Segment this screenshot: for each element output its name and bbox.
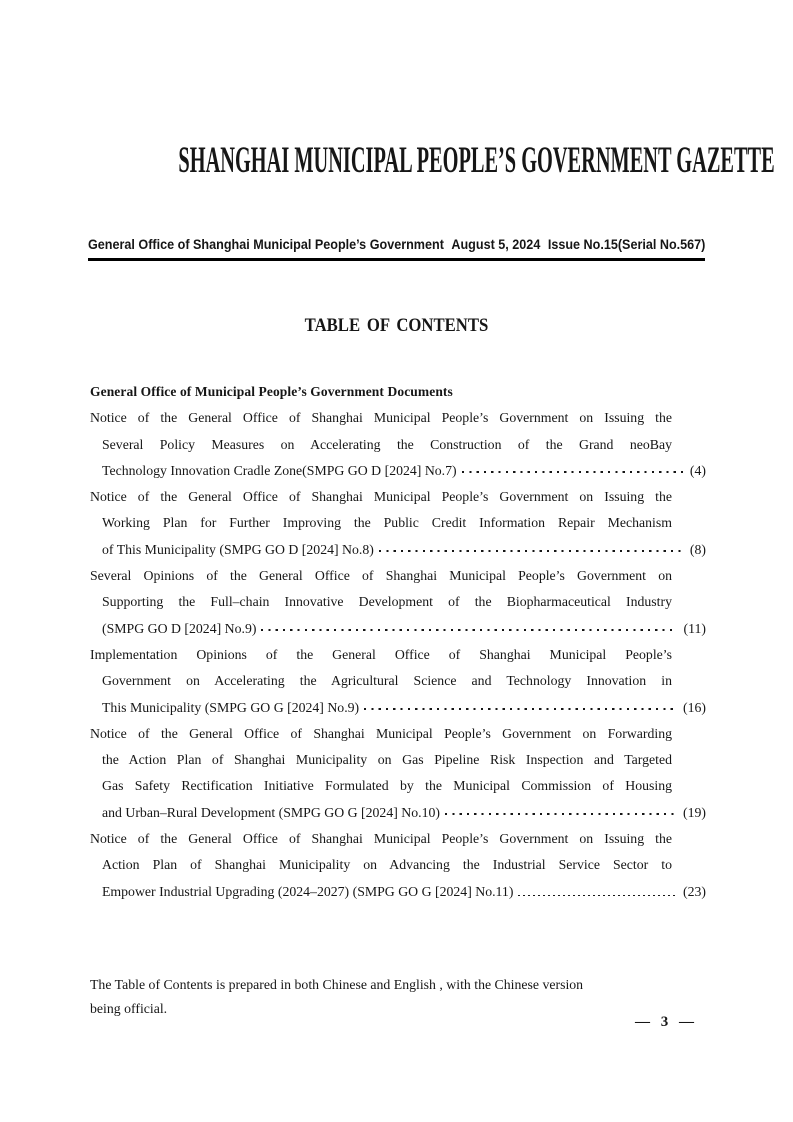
dot-leader — [445, 800, 676, 826]
toc-entry-last-line — [90, 800, 706, 826]
toc-body — [90, 379, 706, 905]
toc-page-number: (16) — [683, 699, 706, 715]
toc-entry-last-line — [90, 458, 706, 484]
toc-entry-last-line — [90, 537, 706, 563]
masthead-date: August 5, 2024 — [451, 236, 541, 252]
page-number: — 3 — — [635, 1014, 694, 1030]
toc-entry — [90, 563, 706, 642]
masthead-divider-rule — [88, 258, 705, 261]
toc-entry-line: Government on Accelerating the Agricultural Science and Technology Innovation in — [102, 673, 672, 689]
toc-entry-text: of This Municipality (SMPG GO D [2024] No.8) — [102, 541, 374, 557]
toc-entry-text: and Urban–Rural Development (SMPG GO G [2024] No.10) — [102, 804, 440, 820]
toc-entry-last-line — [90, 695, 706, 721]
toc-entry — [90, 826, 706, 905]
gazette-title: SHANGHAI MUNICIPAL PEOPLE’S GOVERNMENT GAZETTE — [178, 140, 775, 181]
toc-entry-line: the Action Plan of Shanghai Municipality on Gas Pipeline Risk Inspection and Targeted — [102, 752, 672, 768]
toc-entry-line: Notice of the General Office of Shanghai Municipal People’s Government on Issuing the — [90, 410, 672, 426]
toc-page-number: (4) — [689, 462, 706, 478]
toc-entry-line: Working Plan for Further Improving the Public Credit Information Repair Mechanism — [102, 515, 672, 531]
masthead-info-line — [88, 236, 705, 252]
toc-entry-text: (SMPG GO D [2024] No.9) — [102, 620, 257, 636]
toc-entry-last-line — [90, 616, 706, 642]
dot-leader — [364, 695, 676, 721]
toc-page-number: (19) — [683, 804, 706, 820]
toc-page-number: (8) — [689, 541, 706, 557]
footer-note-line: being official. — [90, 1000, 168, 1016]
footer-note-line: The Table of Contents is prepared in both Chinese and English , with the Chinese version — [90, 977, 584, 992]
toc-entry-line: Implementation Opinions of the General Office of Shanghai Municipal People’s — [90, 646, 672, 662]
toc-entry-last-line — [90, 879, 706, 905]
dot-leader — [518, 879, 676, 905]
dot-leader — [462, 458, 683, 484]
dot-leader — [261, 616, 676, 642]
toc-entry-text: This Municipality (SMPG GO G [2024] No.9) — [102, 699, 360, 715]
toc-page-number: (23) — [683, 883, 706, 899]
toc-section-heading: General Office of Municipal People’s Government Documents — [90, 384, 453, 399]
toc-entry-line: Notice of the General Office of Shanghai Municipal People’s Government on Issuing the — [90, 489, 672, 505]
toc-entry — [90, 405, 706, 484]
dot-leader — [379, 537, 683, 563]
toc-entry-line: Supporting the Full–chain Innovative Development of the Biopharmaceutical Industry — [102, 594, 672, 610]
masthead-publisher: General Office of Shanghai Municipal People’s Government — [88, 236, 444, 252]
toc-entry-line: Notice of the General Office of Shanghai Municipal People’s Government on Forwarding — [90, 725, 672, 741]
toc-entry-line: Action Plan of Shanghai Municipality on Advancing the Industrial Service Sector to — [102, 857, 672, 873]
toc-entry-line: Notice of the General Office of Shanghai Municipal People’s Government on Issuing the — [90, 831, 672, 847]
toc-entry-line: Several Opinions of the General Office of Shanghai Municipal People’s Government on — [90, 568, 672, 584]
toc-entry — [90, 484, 706, 563]
toc-entry — [90, 642, 706, 721]
masthead-issue-number: Issue No.15(Serial No.567) — [547, 236, 706, 252]
toc-page-number: (11) — [683, 620, 706, 636]
toc-entry-text: Empower Industrial Upgrading (2024–2027) (SMPG GO G [2024] No.11) — [102, 883, 514, 899]
toc-entry-line: Several Policy Measures on Accelerating the Construction of the Grand neoBay — [102, 436, 672, 452]
toc-entry-line: Gas Safety Rectification Initiative Formulated by the Municipal Commission of Housing — [102, 778, 672, 794]
toc-heading: TABLE OF CONTENTS — [304, 315, 489, 336]
toc-entry — [90, 721, 706, 826]
toc-entry-text: Technology Innovation Cradle Zone(SMPG GO D [2024] No.7) — [102, 462, 457, 478]
